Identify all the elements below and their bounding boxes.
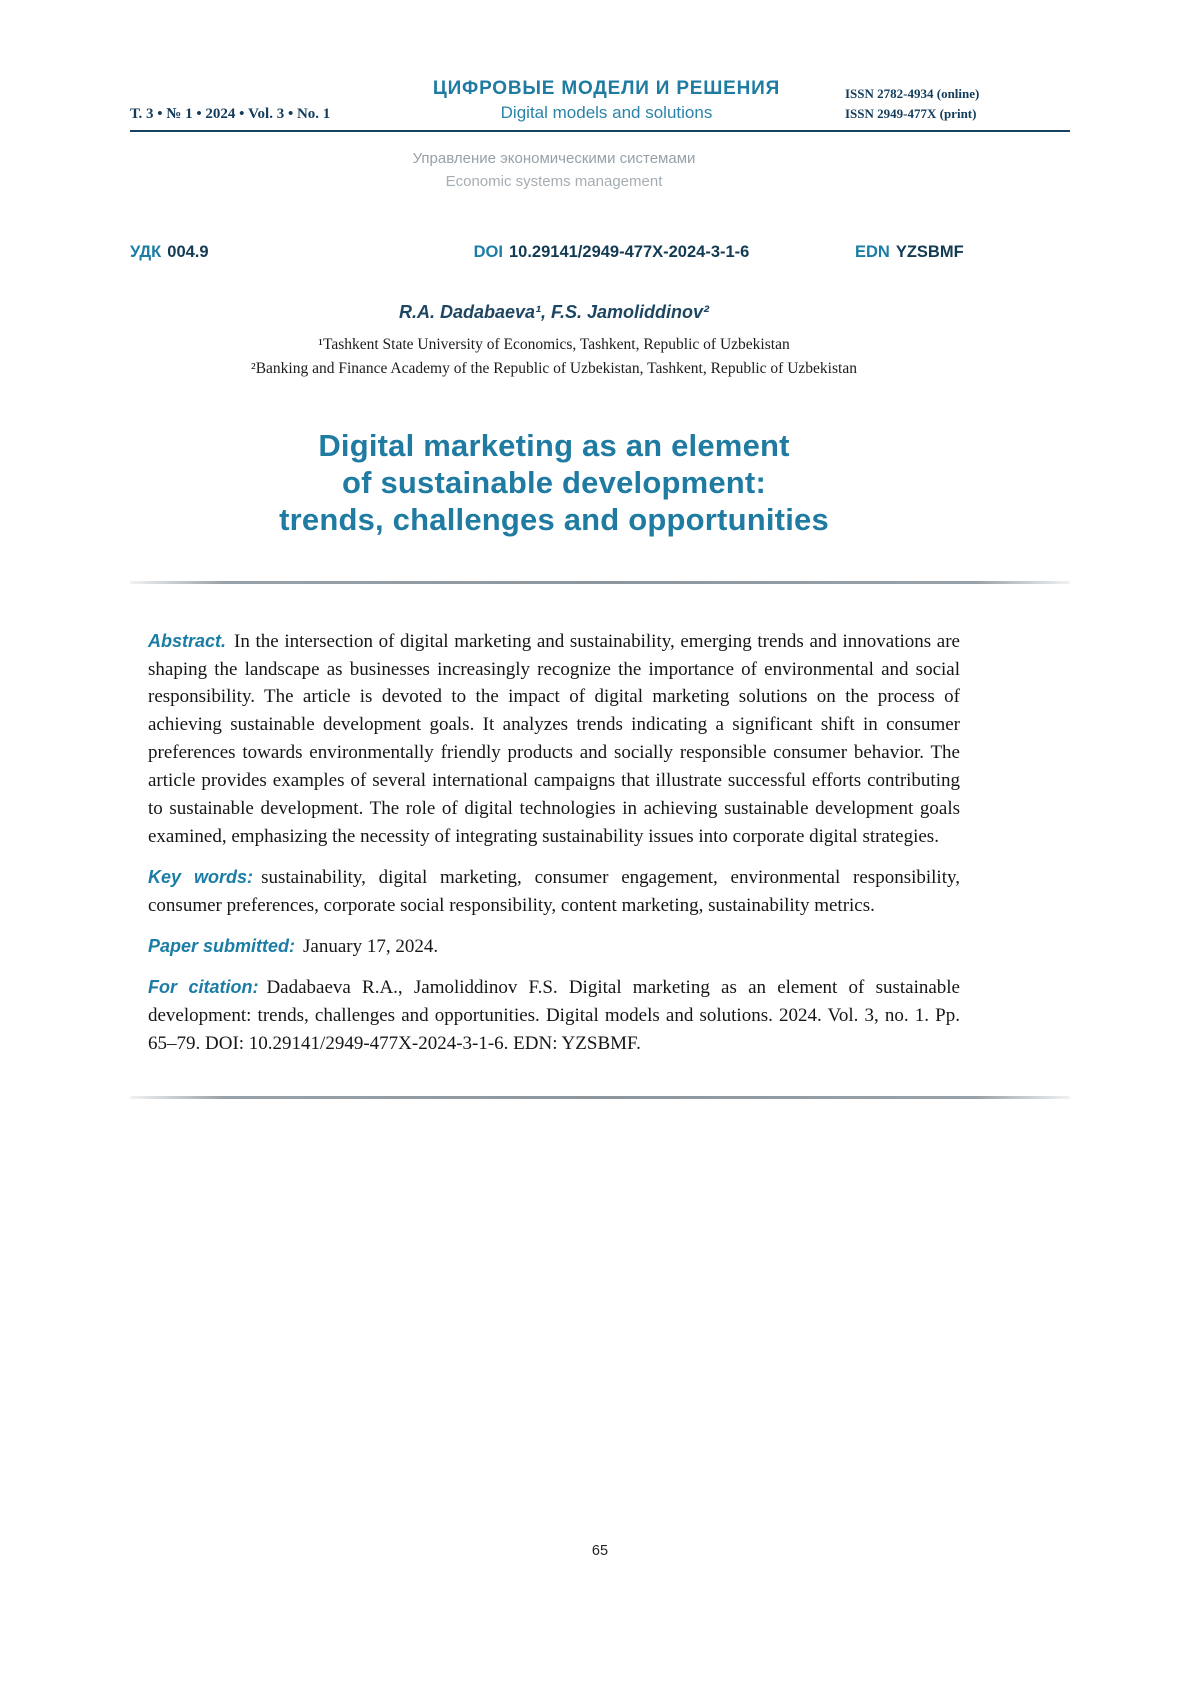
doi bbox=[368, 243, 855, 262]
udk bbox=[130, 243, 368, 262]
divider-bottom bbox=[130, 1096, 1070, 1099]
issue-info: Т. 3 • № 1 • 2024 • Vol. 3 • No. 1 bbox=[130, 106, 331, 122]
edn-label: EDN bbox=[855, 243, 890, 261]
udk-label: УДК bbox=[130, 243, 162, 261]
doi-label: DOI bbox=[473, 243, 503, 261]
journal-section bbox=[148, 148, 960, 193]
submitted-paragraph bbox=[148, 933, 960, 961]
edn bbox=[855, 243, 1070, 262]
article-title: Digital marketing as an element of sustainable development: trends, challenges and opportunities bbox=[279, 428, 829, 538]
authors-line: R.A. Dadabaeva¹, F.S. Jamoliddinov² bbox=[398, 302, 710, 322]
section-block bbox=[148, 148, 960, 193]
abstract-text: In the intersection of digital marketing and sustainability, emerging trends and innovations are shaping the landscape as businesses increasingly recognize the importance of environmental and social responsibility. The article is devoted to the impact of digital marketing solutions on the process of achieving sustainable development goals. It analyzes trends indicating a significant shift in consumer preferences towards environmentally friendly products and socially responsible consumer behavior. The article provides examples of several international campaigns that illustrate successful efforts contributing to sustainable development. The role of digital technologies in achieving sustainable development goals examined, emphasizing the necessity of integrating sustainability issues into corporate digital strategies. bbox=[148, 630, 960, 848]
keywords-text: sustainability, digital marketing, consumer engagement, environmental responsibility, consumer preferences, corporate social responsibility, content marketing, sustainability metrics. bbox=[148, 866, 961, 916]
journal-title-block bbox=[368, 78, 845, 123]
section-name-ru: Управление экономическими системами bbox=[412, 150, 696, 167]
submitted-text: January 17, 2024. bbox=[303, 935, 439, 957]
affiliation-2: ²Banking and Finance Academy of the Republic of Uzbekistan, Tashkent, Republic of Uzbekistan bbox=[251, 360, 857, 378]
keywords-label: Key words: bbox=[148, 866, 254, 887]
issn-print: ISSN 2949-477X (print) bbox=[845, 105, 977, 121]
issn-block bbox=[845, 84, 1070, 123]
affiliations bbox=[148, 333, 960, 381]
byline-block bbox=[148, 302, 960, 539]
page-number: 65 bbox=[591, 1543, 609, 1559]
affiliation-1: ¹Tashkent State University of Economics, Tashkent, Republic of Uzbekistan bbox=[318, 336, 790, 353]
keywords-paragraph bbox=[148, 864, 960, 920]
journal-header bbox=[130, 0, 1070, 132]
abstract-paragraph bbox=[148, 628, 960, 851]
journal-title-ru: ЦИФРОВЫЕ МОДЕЛИ И РЕШЕНИЯ bbox=[432, 78, 781, 99]
abstract-label: Abstract. bbox=[148, 630, 227, 651]
citation-paragraph bbox=[148, 974, 960, 1058]
divider-top bbox=[130, 581, 1070, 584]
citation-label: For citation: bbox=[148, 976, 259, 997]
journal-title-en: Digital models and solutions bbox=[500, 103, 713, 122]
submitted-label: Paper submitted: bbox=[148, 935, 296, 956]
issn-online: ISSN 2782-4934 (online) bbox=[845, 86, 980, 101]
edn-value: YZSBMF bbox=[895, 243, 964, 261]
article-body bbox=[148, 628, 960, 1058]
article-meta-row bbox=[130, 243, 1070, 262]
citation-text: Dadabaeva R.A., Jamoliddinov F.S. Digital marketing as an element of sustainable development: trends, challenges and opportunities. Digital models and solutions. 2024. Vol. 3, no. 1. Pp. 65–79. DOI: 10.29141/2949-477X-2024-3-1-6. EDN: YZSBMF. bbox=[148, 976, 960, 1054]
udk-value: 004.9 bbox=[167, 243, 209, 261]
doi-value: 10.29141/2949-477X-2024-3-1-6 bbox=[508, 243, 750, 261]
section-name-en: Economic systems management bbox=[445, 172, 663, 190]
content-column bbox=[130, 0, 1070, 1099]
